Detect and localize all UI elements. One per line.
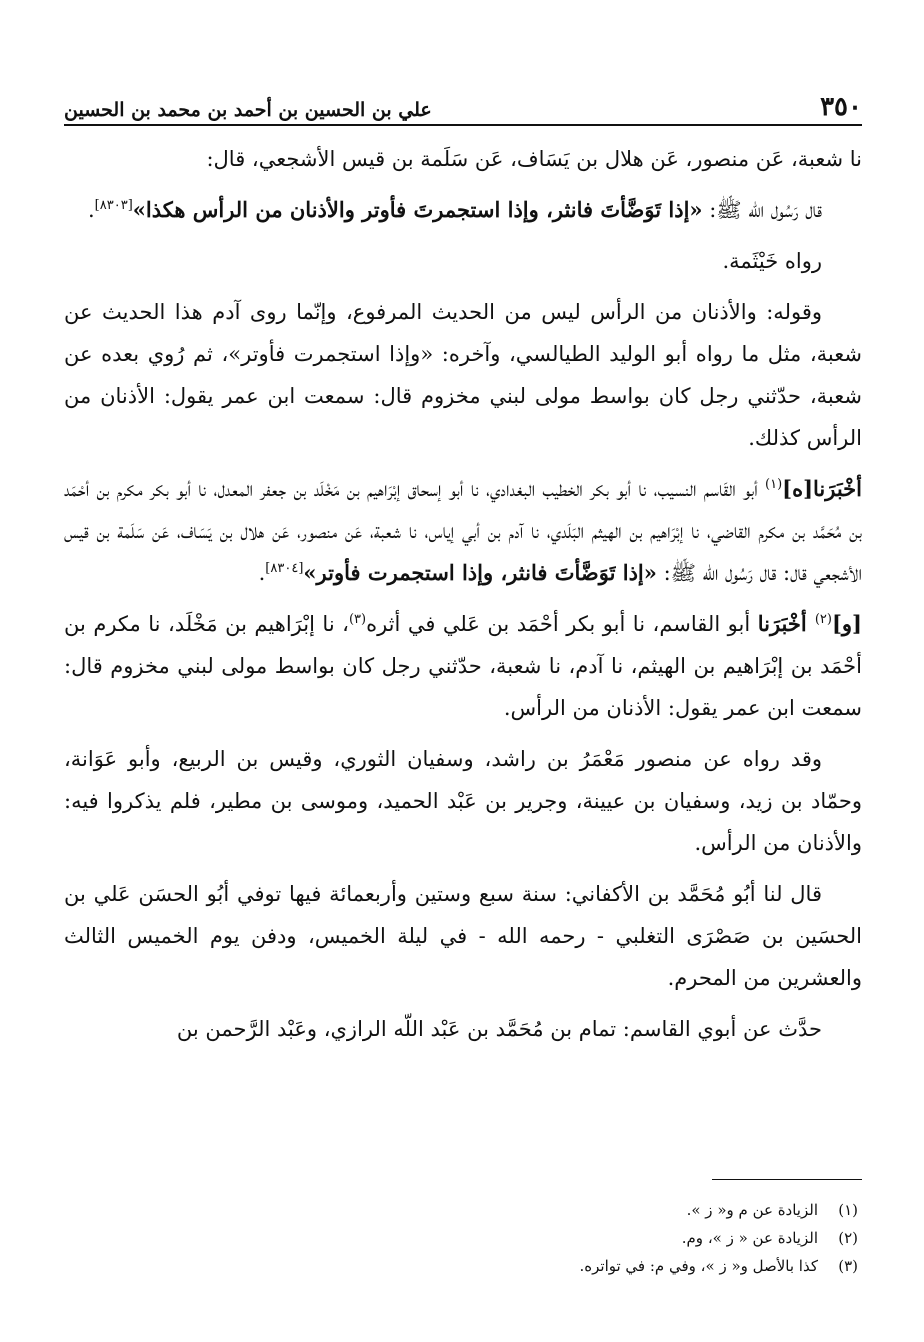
paragraph-4-text: وقوله: والأذنان من الرأس ليس من الحديث المرفوع، وإنّما روى آدم هذا الحديث عن شعبة، مثل ما رواه أبو الوليد الطيالسي، وآخره: «وإذا استجمرت فأوتر»، ثم رُوي بعده عن شعبة، حدّثني رجل كان بواسط مولى لبني مخزوم قال: سمعت ابن عمر يقول: الأذنان من الرأس كذلك. [64,300,862,450]
paragraph-5-text: أبو القَاسم النسيب، نا أبو بكر الخطيب البغدادي، نا أبو إسحاق إبْرَاهيم بن مَخْلَد بن جعفر المعدل، نا أبو بكر مكرم بن أحْمَد بن مُحَمَّد بن مكرم القاضي، نا إبْرَاهيم بن الهيثم البَلَدي، نا آدم بن أبي إياس، نا شعبة، عَن منصور، عَن هلال بن يَسَاف، عَن سَلَمة بن قيس الأشجعي قال: قال رَسُول الله ﷺ: [64,477,862,585]
paragraph-3 [64,240,862,282]
paragraph-1 [64,138,862,180]
paragraph-6 [64,603,862,729]
paragraph-7-text: وقد رواه عن منصور مَعْمَرُ بن راشد، وسفيان الثوري، وقيس بن الربيع، وأبو عَوَانة، وحمّاد بن زيد، وسفيان بن عيينة، وجرير بن عَبْد الحميد، وموسى بن مطير، فلم يذكروا فيه: والأذنان من الرأس. [64,747,862,855]
paragraph-4 [64,291,862,459]
paragraph-9 [64,1008,862,1050]
hadith-number-2: [٨٣٠٤] [265,561,304,576]
hadith-quote: «إذا تَوَضَّأتَ فانثر، وإذا استجمرتَ فأوتر والأذنان من الرأس هكذا» [132,197,703,222]
paragraph-7 [64,738,862,864]
running-head [64,80,862,126]
running-head-title: علي بن الحسين بن أحمد بن محمد بن الحسين [64,99,432,121]
hadith-number: [٨٣٠٣] [94,198,133,213]
paragraph-5-end: . [258,561,266,585]
hadith-quote-2: «إذا تَوَضَّأتَ فانثر، وإذا استجمرت فأوتر» [303,560,657,585]
footnote-number: (١) [838,1201,858,1219]
isnad-lead: أخْبَرَنا[ه] [782,476,862,501]
paragraph-5 [64,468,862,594]
footnote-ref-1: (١) [765,477,783,492]
page-number: ٣٥٠ [820,92,862,122]
footnote-text: كذا بالأصل و« ز »، وفي م: في تواتره. [579,1257,818,1275]
footnotes [64,1196,858,1280]
paragraph-2-end: . [87,198,95,222]
isnad-lead-2b: أخْبَرَنا [757,611,815,636]
paragraph-3-text: رواه خَيْثَمة. [722,249,822,273]
footnote-3 [64,1252,858,1280]
footnote-2 [64,1224,858,1252]
footnote-text: الزيادة عن « ز »، وم. [681,1229,818,1247]
footnote-divider [712,1179,862,1180]
footnote-text: الزيادة عن م و« ز ». [686,1201,818,1219]
paragraph-9-text: حدَّث عن أبوي القاسم: تمام بن مُحَمَّد بن عَبْد اللّه الرازي، وعَبْد الرَّحمن بن [176,1017,822,1041]
paragraph-8-text: قال لنا أبُو مُحَمَّد بن الأكفاني: سنة سبع وستين وأربعمائة فيها توفي أبُو الحسَن عَلي بن الحسَين بن صَصْرَى التغلبي - رحمه الله - في ليلة الخميس، ودفن يوم الخميس الثالث والعشرين من المحرم. [64,882,862,990]
paragraph-8 [64,873,862,999]
footnote-ref-2: (٢) [814,612,832,627]
paragraph-1-text: نا شعبة، عَن منصور، عَن هلال بن يَسَاف، عَن سَلَمة بن قيس الأشجعي، قال: [206,147,862,171]
footnote-ref-3: (٣) [348,612,367,627]
isnad-lead-2: [و] [831,611,862,636]
paragraph-2 [64,189,862,231]
paragraph-6-end: ، نا إبْرَاهيم بن مَخْلَد، نا مكرم بن أحْمَد بن إبْرَاهيم بن الهيثم، نا آدم، نا شعبة، حدّثني رجل كان بواسط مولى لبني مخزوم قال: سمعت ابن عمر يقول: الأذنان من الرأس. [64,612,862,720]
paragraph-6-text: أبو القاسم، نا أبو بكر أحْمَد بن عَلي في أثره [366,612,758,636]
body-text [64,138,862,1059]
footnote-number: (٢) [838,1229,858,1247]
footnote-1 [64,1196,858,1224]
paragraph-2-lead: قال رَسُول الله ﷺ: [702,198,822,222]
footnote-number: (٣) [838,1257,858,1275]
